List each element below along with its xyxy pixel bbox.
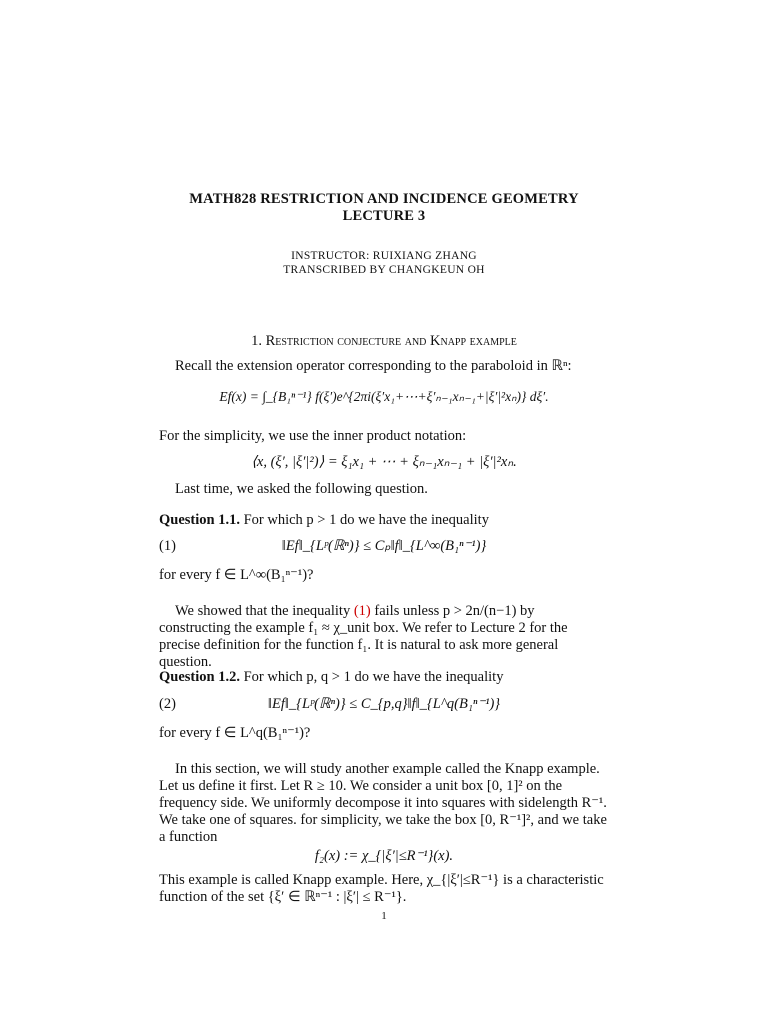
section-number: 1. xyxy=(251,333,262,349)
section-heading xyxy=(0,333,768,350)
paragraph-showed-rest: fails unless p > 2n/(n−1) by constructing the example f₁ ≈ χ_unit box. We refer to Lecture 2 for the precise definition for the function f₁. It is natural to ask more general question. xyxy=(159,603,568,670)
paragraph-showed xyxy=(159,603,609,671)
question-1-1 xyxy=(159,512,609,529)
paragraph-knapp: In this section, we will study another example called the Knapp example. Let us define it first. Let R ≥ 10. We consider a unit box [0, 1]² on the frequency side. We uniformly decompose it into squares with sidelength R⁻¹. We take one of squares. for simplicity, we take the box [0, R⁻¹]², and we take a function xyxy=(159,761,607,845)
question-text: For which p > 1 do we have the inequality xyxy=(243,512,489,528)
question-label: Question 1.1. xyxy=(159,512,240,528)
instructor-line: INSTRUCTOR: RUIXIANG ZHANG xyxy=(291,250,477,262)
equation-2: ‖Ef‖_{Lᵖ(ℝⁿ)} ≤ C_{p,q}‖f‖_{L^q(B₁ⁿ⁻¹)} xyxy=(267,696,501,712)
equation-extension-operator: Ef(x) = ∫_{B₁ⁿ⁻¹} f(ξ′)e^{2πi(ξ′x₁+⋯+ξ′ₙ₋₁xₙ₋₁+|ξ′|²xₙ)} dξ′. xyxy=(219,389,549,404)
page-number: 1 xyxy=(381,910,387,922)
equation-number-1: (1) xyxy=(159,538,176,554)
paragraph-knapp-definition: This example is called Knapp example. Here, χ_{|ξ′|≤R⁻¹} is a characteristic function of the set {ξ′ ∈ ℝⁿ⁻¹ : |ξ′| ≤ R⁻¹}. xyxy=(159,872,604,905)
question-1-1-tail: for every f ∈ L^∞(B₁ⁿ⁻¹)? xyxy=(159,567,314,583)
equation-reference-link[interactable]: (1) xyxy=(353,603,371,619)
paragraph-showed-start: We showed that the inequality xyxy=(175,603,351,619)
paragraph-simplicity: For the simplicity, we use the inner product notation: xyxy=(159,428,467,444)
transcriber-line: TRANSCRIBED BY CHANGKEUN OH xyxy=(283,264,485,276)
paragraph-last-time: Last time, we asked the following question. xyxy=(175,481,428,497)
equation-number-2: (2) xyxy=(159,696,176,712)
equation-inner-product: ⟨x, (ξ′, |ξ′|²)⟩ = ξ₁x₁ + ⋯ + ξₙ₋₁xₙ₋₁ + |ξ′|²xₙ. xyxy=(251,454,517,470)
equation-1: ‖Ef‖_{Lᵖ(ℝⁿ)} ≤ Cₚ‖f‖_{L^∞(B₁ⁿ⁻¹)} xyxy=(281,538,487,554)
paper-title-line1: MATH828 RESTRICTION AND INCIDENCE GEOMETRY xyxy=(189,191,579,207)
question-1-2 xyxy=(159,669,609,686)
question-label: Question 1.2. xyxy=(159,669,240,685)
equation-f2: f₂(x) := χ_{|ξ′|≤R⁻¹}(x). xyxy=(314,848,454,864)
paragraph-recall: Recall the extension operator corresponding to the paraboloid in ℝⁿ: xyxy=(175,358,572,374)
question-1-2-tail: for every f ∈ L^q(B₁ⁿ⁻¹)? xyxy=(159,725,311,741)
section-title: Restriction conjecture and Knapp example xyxy=(265,333,517,349)
question-text: For which p, q > 1 do we have the inequality xyxy=(243,669,504,685)
paper-title-line2: LECTURE 3 xyxy=(342,208,426,224)
